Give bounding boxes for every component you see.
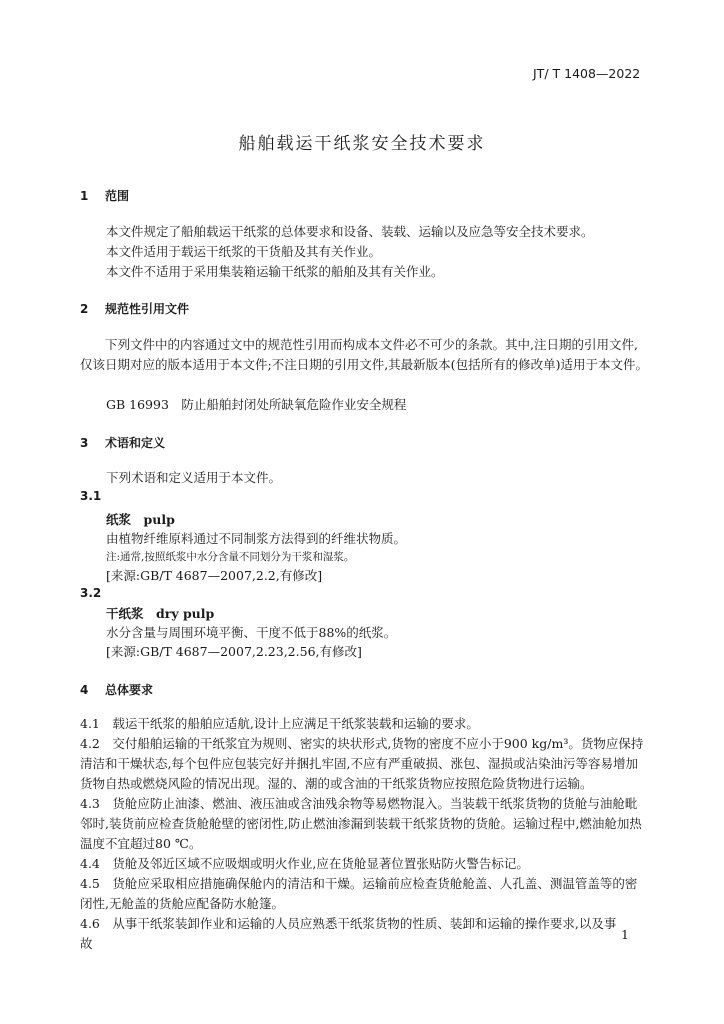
clause-4-4: 4.4 货舱及邻近区域不应吸烟或明火作业,应在货舱显著位置张贴防火警告标记。 <box>80 856 529 871</box>
section-number: 3 <box>80 436 89 450</box>
page-number: 1 <box>621 927 629 942</box>
term-source: [来源:GB/T 4687—2007,2.2,有修改] <box>106 568 323 583</box>
standard-code: JT/ T 1408—2022 <box>533 66 641 81</box>
section-title: 总体要求 <box>105 683 154 697</box>
section-3-heading <box>80 434 165 451</box>
section-2-heading <box>80 300 189 317</box>
scope-line-2: 本文件适用于载运干纸浆的干货船及其有关作业。 <box>106 244 382 259</box>
section-number: 4 <box>80 683 89 697</box>
section-title: 范围 <box>105 189 130 203</box>
clause-4-1: 4.1 载运干纸浆的船舶应适航,设计上应满足干纸浆装载和运输的要求。 <box>80 716 479 731</box>
terms-intro: 下列术语和定义适用于本文件。 <box>106 470 282 485</box>
clause-4-5: 4.5 货舱应采取相应措施确保舱内的清洁和干燥。运输前应检查货舱舱盖、人孔盖、测温管盖等的密闭性,无舱盖的货舱应配备防水舱篷。 <box>80 876 638 911</box>
term-title: 纸浆 pulp <box>106 512 175 527</box>
section-4-heading <box>80 681 153 698</box>
term-source: [来源:GB/T 4687—2007,2.23,2.56,有修改] <box>106 644 362 659</box>
term-note: 注:通常,按照纸浆中水分含量不同划分为干浆和湿浆。 <box>106 551 355 563</box>
reference-entry: GB 16993 防止船舶封闭处所缺氧危险作业安全规程 <box>106 397 407 412</box>
clause-4-2: 4.2 交付船舶运输的干纸浆宜为规则、密实的块状形式,货物的密度不应小于900 kg/m³。货物应保持清洁和干燥状态,每个包件应包装完好并捆扎牢固,不应有严重破损、涨包、湿损或沾染油污等容易增加货物自热或燃烧风险的情况出现。湿的、潮的或含油的干纸浆货物应按照危险货物进行运输。 <box>80 736 644 791</box>
scope-line-1: 本文件规定了船舶载运干纸浆的总体要求和设备、装载、运输以及应急等安全技术要求。 <box>106 224 594 239</box>
section-number: 1 <box>80 189 89 203</box>
term-number: 3.2 <box>80 586 102 600</box>
term-definition: 由植物纤维原料通过不同制浆方法得到的纤维状物质。 <box>106 531 407 546</box>
scope-line-3: 本文件不适用于采用集装箱运输干纸浆的船舶及其有关作业。 <box>106 264 444 279</box>
term-title: 干纸浆 dry pulp <box>106 606 215 621</box>
document-title: 船舶载运干纸浆安全技术要求 <box>238 134 486 154</box>
section-number: 2 <box>80 302 89 316</box>
section-1-heading <box>80 187 129 204</box>
clause-4-6: 4.6 从事干纸浆装卸作业和运输的人员应熟悉干纸浆货物的性质、装卸和运输的操作要求,以及事故 <box>80 916 617 951</box>
clause-4-3: 4.3 货舱应防止油漆、燃油、液压油或含油残余物等易燃物混入。当装载干纸浆货物的货舱与油舱毗邻时,装货前应检查货舱舱壁的密闭性,防止燃油渗漏到装载干纸浆货物的货舱。运输过程中,燃油舱加热温度不宜超过80 ℃。 <box>80 796 642 851</box>
section-title: 规范性引用文件 <box>105 302 190 316</box>
term-number: 3.1 <box>80 489 102 503</box>
section-title: 术语和定义 <box>105 436 166 450</box>
term-definition: 水分含量与周围环境平衡、干度不低于88%的纸浆。 <box>106 625 397 640</box>
normative-references-paragraph: 下列文件中的内容通过文中的规范性引用而构成本文件必不可少的条款。其中,注日期的引用文件,仅该日期对应的版本适用于本文件;不注日期的引用文件,其最新版本(包括所有的修改单)适用于本文件。 <box>80 337 648 372</box>
